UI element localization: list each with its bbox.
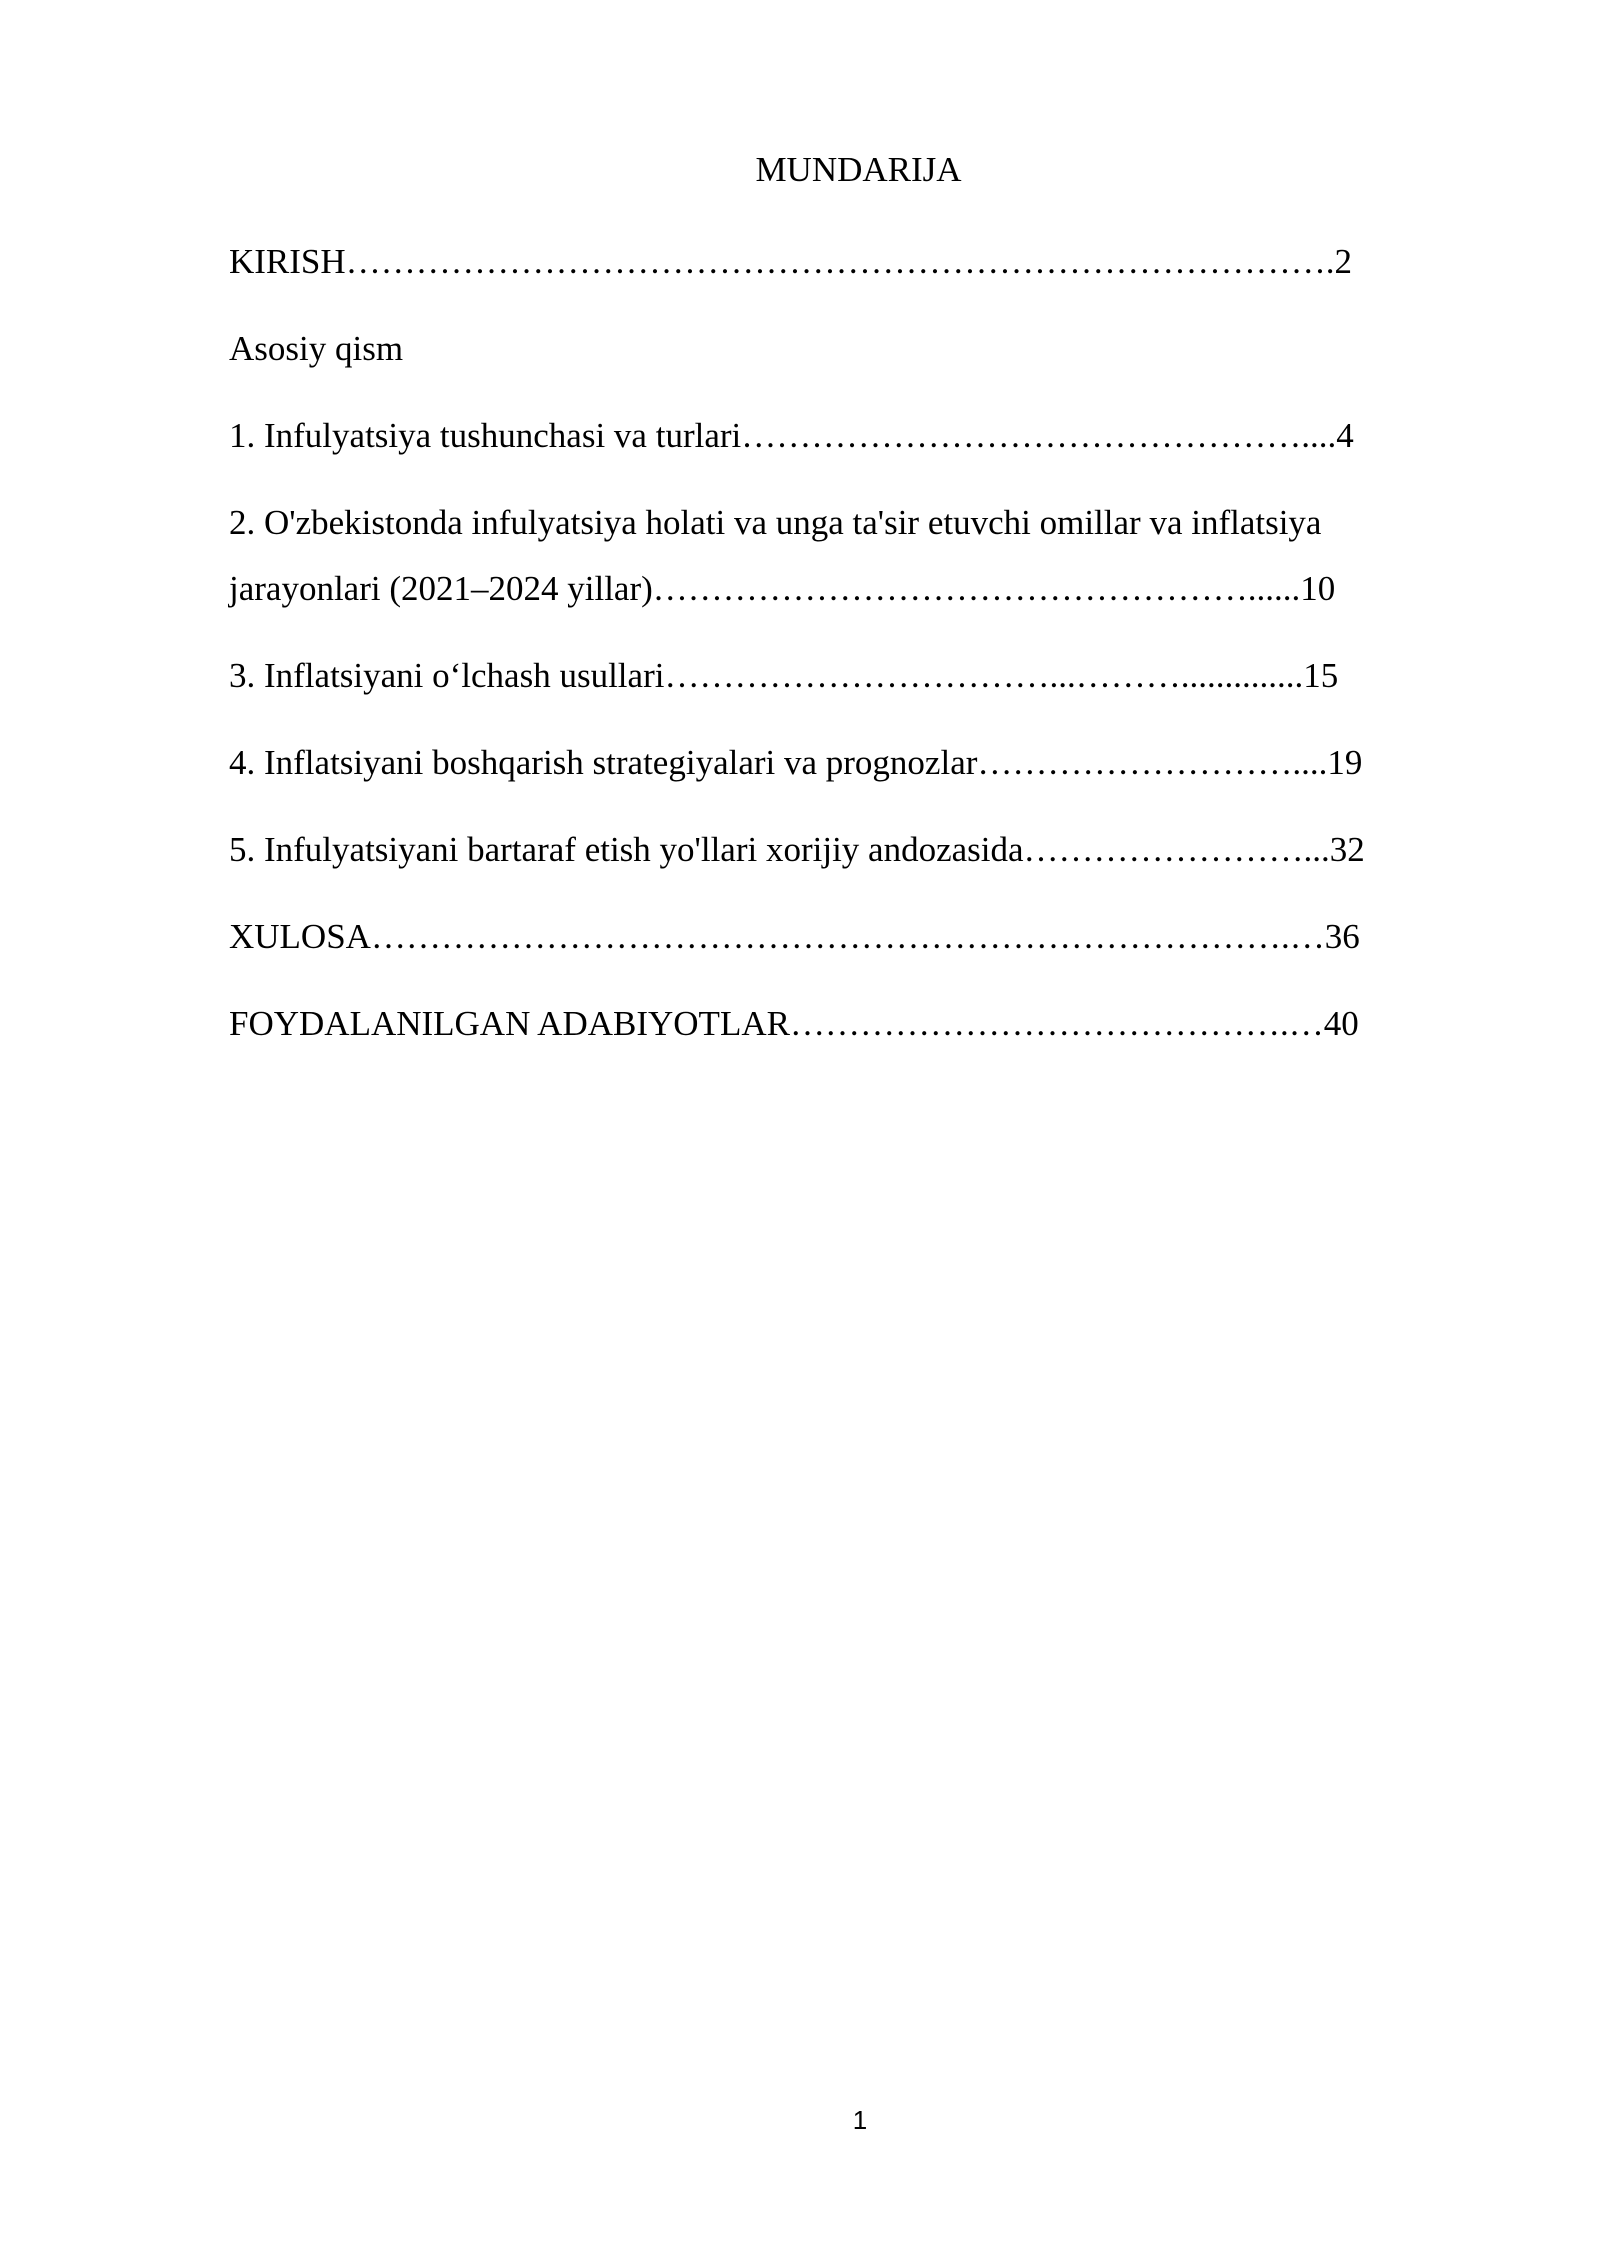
table-of-contents (229, 242, 1489, 1091)
toc-entry-leader: ……………………... (1023, 830, 1330, 869)
toc-entry-label: FOYDALANILGAN ADABIYOTLAR (229, 1004, 790, 1043)
toc-entry-label-line1: 2. O'zbekistonda infulyatsiya holati va unga ta'sir etuvchi omillar va inflatsiya (229, 503, 1322, 542)
toc-entry-label: KIRISH (229, 242, 346, 281)
toc-entry-page: 19 (1327, 743, 1363, 782)
toc-entry-label: Asosiy qism (229, 329, 404, 368)
toc-entry-label: 4. Inflatsiyani boshqarish strategiyalari va prognozlar (229, 743, 978, 782)
page-title: MUNDARIJA (755, 150, 962, 189)
toc-entry-label: XULOSA (229, 917, 371, 956)
toc-entry-5[interactable] (229, 830, 1489, 870)
toc-entry-page: 36 (1324, 917, 1360, 956)
toc-entry-kirish[interactable] (229, 242, 1489, 282)
toc-entry-page: 2 (1334, 242, 1352, 281)
toc-entry-2[interactable] (229, 503, 1489, 609)
toc-entry-page: 40 (1323, 1004, 1359, 1043)
toc-entry-label-line2: jarayonlari (2021–2024 yillar) (229, 569, 653, 608)
toc-entry-leader: ……………………………...……….............. (664, 656, 1304, 695)
toc-entry-leader: ………………………………………….... (741, 416, 1337, 455)
toc-entry-1[interactable] (229, 416, 1489, 456)
toc-entry-leader: …………………………………………………………………….… (370, 917, 1325, 956)
toc-entry-label: 3. Inflatsiyani o‘lchash usullari (229, 656, 665, 695)
toc-entry-leader: ……………………….... (977, 743, 1328, 782)
toc-entry-page: 32 (1329, 830, 1365, 869)
toc-entry-4[interactable] (229, 743, 1489, 783)
toc-entry-3[interactable] (229, 656, 1489, 696)
toc-entry-line2 (229, 569, 1489, 609)
page-number: 1 (852, 2105, 868, 2135)
toc-entry-xulosa[interactable] (229, 917, 1489, 957)
toc-entry-leader: …………………………………………………………………………. (345, 242, 1335, 281)
toc-entry-label: 5. Infulyatsiyani bartaraf etish yo'llari xorijiy andozasida (229, 830, 1024, 869)
toc-entry-leader: ……………………………………………...... (652, 569, 1301, 608)
toc-entry-page: 15 (1303, 656, 1339, 695)
toc-entry-adabiyotlar[interactable] (229, 1004, 1489, 1044)
toc-section-heading (229, 329, 1489, 369)
toc-entry-leader: …………………………………….… (789, 1004, 1324, 1043)
toc-entry-page: 10 (1300, 569, 1336, 608)
toc-entry-label: 1. Infulyatsiya tushunchasi va turlari (229, 416, 742, 455)
toc-entry-page: 4 (1336, 416, 1354, 455)
